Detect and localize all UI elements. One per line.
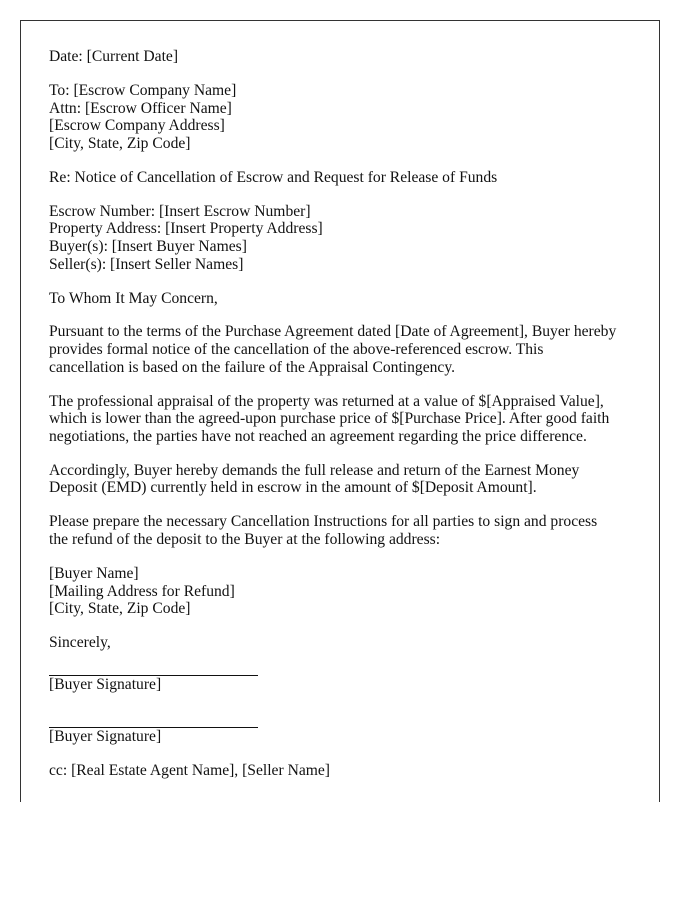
date-line: Date: [Current Date] <box>49 48 179 65</box>
escrow-number: Escrow Number: [Insert Escrow Number] <box>49 202 311 220</box>
paragraph-cancellation <box>49 323 649 376</box>
paragraph-line: which is lower than the agreed-upon purchase price of $[Purchase Price]. After good faith <box>49 410 610 428</box>
salutation-block <box>49 290 649 308</box>
sellers: Seller(s): [Insert Seller Names] <box>49 255 244 273</box>
subject-line: Re: Notice of Cancellation of Escrow and Request for Release of Funds <box>49 168 498 186</box>
recipient-city: [City, State, Zip Code] <box>49 134 191 152</box>
refund-city: [City, State, Zip Code] <box>49 600 191 618</box>
paragraph-demand <box>49 462 649 497</box>
cc-block <box>49 762 649 780</box>
paragraph-instructions <box>49 513 649 548</box>
date-block <box>49 48 649 66</box>
salutation: To Whom It May Concern, <box>49 289 218 307</box>
recipient-address: [Escrow Company Address] <box>49 117 225 135</box>
recipient-company: To: [Escrow Company Name] <box>49 81 237 99</box>
signature-block-2 <box>49 704 649 746</box>
letter-page <box>20 20 660 802</box>
paragraph-appraisal <box>49 393 649 446</box>
letter-content <box>49 48 649 796</box>
paragraph-line: cancellation is based on the failure of the Appraisal Contingency. <box>49 358 456 376</box>
closing: Sincerely, <box>49 634 111 652</box>
paragraph-line: The professional appraisal of the property was returned at a value of $[Appraised Value], <box>49 392 604 410</box>
paragraph-line: Please prepare the necessary Cancellation Instructions for all parties to sign and process <box>49 513 598 531</box>
paragraph-line: the refund of the deposit to the Buyer at the following address: <box>49 531 441 548</box>
recipient-block <box>49 82 649 152</box>
signature-line <box>49 704 258 728</box>
signature-line <box>49 652 258 676</box>
paragraph-line: Deposit (EMD) currently held in escrow in the amount of $[Deposit Amount]. <box>49 479 537 497</box>
refund-mailing-address: [Mailing Address for Refund] <box>49 582 235 600</box>
details-block <box>49 203 649 273</box>
paragraph-line: Pursuant to the terms of the Purchase Agreement dated [Date of Agreement], Buyer hereby <box>49 323 617 341</box>
paragraph-line: provides formal notice of the cancellation of the above-referenced escrow. This <box>49 341 544 359</box>
property-address: Property Address: [Insert Property Address] <box>49 220 323 238</box>
signature-label: [Buyer Signature] <box>49 728 162 746</box>
paragraph-line: Accordingly, Buyer hereby demands the full release and return of the Earnest Money <box>49 461 580 479</box>
refund-address-block <box>49 565 649 618</box>
buyers: Buyer(s): [Insert Buyer Names] <box>49 237 247 255</box>
paragraph-line: negotiations, the parties have not reached an agreement regarding the price difference. <box>49 427 587 445</box>
signature-block-1 <box>49 652 649 694</box>
recipient-attn: Attn: [Escrow Officer Name] <box>49 99 232 117</box>
cc-line: cc: [Real Estate Agent Name], [Seller Name] <box>49 762 330 780</box>
subject-block <box>49 169 649 187</box>
signature-label: [Buyer Signature] <box>49 675 162 693</box>
closing-block <box>49 634 649 652</box>
refund-buyer-name: [Buyer Name] <box>49 564 139 582</box>
